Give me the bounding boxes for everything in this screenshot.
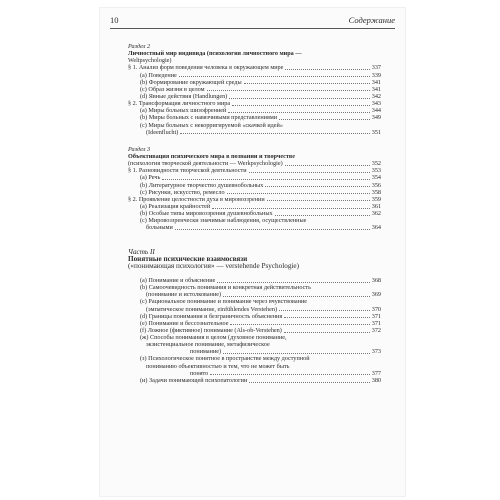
table-of-contents: [128, 43, 381, 384]
toc-entry-text: Часть II: [128, 247, 155, 256]
toc-entry-text: (d) Явные действия (Handlungen): [140, 92, 228, 100]
toc-entry-text: Объективация психического мира в познании и творчестве: [128, 152, 296, 160]
toc-page-number: 359: [371, 195, 381, 203]
toc-page-number: 337: [371, 64, 381, 72]
toc-entry: [128, 100, 381, 107]
toc-page-number: 341: [371, 85, 381, 93]
toc-leader-dots: [265, 186, 370, 187]
toc-entry-text: Раздел 2: [128, 43, 151, 50]
page-header: [110, 15, 395, 27]
toc-entry-text: (b) Особые типы мировоззрения душевнобольных: [140, 210, 273, 218]
toc-entry-text: § 1. Анализ форм поведения человека в окружающем мире: [128, 64, 284, 72]
toc-leader-dots: [212, 208, 370, 209]
toc-entry-text: пониманию объективностью и тем, что не может быть: [146, 362, 290, 370]
toc-leader-dots: [232, 105, 370, 106]
toc-entry-text: (b) Литературное творчество душевнобольных: [140, 181, 264, 189]
toc-leader-dots: [210, 374, 370, 375]
toc-entry-text: (психология творческой деятельности — Werkpsychologie): [128, 160, 283, 168]
toc-entry: [128, 313, 381, 320]
toc-entry-text: (а) Речь: [140, 174, 161, 182]
toc-leader-dots: [275, 215, 370, 216]
toc-entry: [128, 298, 381, 305]
toc-entry-text: (и) Задачи понимающей психопатологии: [140, 376, 248, 384]
toc-leader-dots: [223, 353, 370, 354]
toc-page-number: 373: [371, 348, 381, 356]
toc-page-number: 341: [371, 78, 381, 86]
toc-page-number: 351: [371, 128, 381, 136]
toc-spacer: [128, 232, 381, 242]
toc-leader-dots: [228, 112, 370, 113]
toc-entry-text: (b) Миры больных с навязчивыми представлениями: [140, 114, 278, 122]
toc-entry: [128, 363, 381, 370]
toc-entry-text: (а) Понимание и объяснение: [140, 276, 216, 284]
toc-entry-text: Личностный мир индивида (психология личностного мира —: [128, 50, 302, 58]
toc-entry: [128, 377, 381, 384]
toc-leader-dots: [227, 193, 370, 194]
toc-entry-text: («понимающая психология» — verstehende Psychologie): [128, 261, 300, 270]
toc-spacer: [128, 136, 381, 146]
toc-entry: [128, 306, 381, 313]
toc-entry: [128, 341, 381, 348]
toc-entry-text: экзистенциальное понимание, метафизическое: [146, 341, 270, 349]
toc-page-number: 368: [371, 276, 381, 284]
toc-leader-dots: [230, 324, 370, 325]
toc-entry: [128, 86, 381, 93]
toc-entry: [128, 167, 381, 174]
toc-entry-text: (понимание и истолкование): [146, 291, 222, 299]
toc-entry-text: (е) Понимание и бессознательное: [140, 319, 229, 327]
toc-entry: [128, 284, 381, 291]
toc-entry: [128, 263, 381, 270]
toc-entry-text: больными: [146, 224, 173, 232]
toc-part-heading: [128, 146, 381, 153]
toc-page-number: 344: [371, 107, 381, 115]
toc-entry-text: Раздел 3: [128, 145, 151, 153]
page-number: 10: [110, 15, 119, 25]
toc-page-number: 352: [371, 160, 381, 168]
toc-entry-text: (b) Формирование окружающей среды: [140, 78, 242, 86]
toc-entry-text: (b) Самоочевидность понимания и конкретная действительность: [140, 284, 311, 292]
toc-page-number: 370: [371, 305, 381, 313]
toc-page-number: 342: [371, 92, 381, 100]
toc-entry: [128, 217, 381, 224]
toc-leader-dots: [285, 165, 370, 166]
toc-entry: [128, 57, 381, 64]
toc-entry: [128, 334, 381, 341]
toc-page-number: 353: [371, 167, 381, 175]
toc-page-number: 380: [371, 376, 381, 384]
toc-entry: [128, 348, 381, 355]
toc-page-number: 362: [371, 210, 381, 218]
toc-page-number: 358: [371, 188, 381, 196]
toc-entry-text: понято: [190, 369, 209, 377]
toc-section-title: [128, 153, 381, 160]
toc-entry-text: (эмпатическое понимание, einfühlendes Verstehen): [146, 305, 278, 313]
toc-entry-text: (а) Реализация крайностей: [140, 202, 211, 210]
toc-part-heading: [128, 43, 381, 50]
toc-entry-text: (з) Психологическое понятное в пространстве между доступной: [140, 355, 310, 363]
toc-entry: [128, 160, 381, 167]
toc-entry: [128, 327, 381, 334]
toc-entry: [128, 107, 381, 114]
header-rule: [110, 28, 395, 29]
toc-leader-dots: [285, 69, 370, 70]
toc-entry: [128, 320, 381, 327]
toc-leader-dots: [223, 296, 370, 297]
toc-entry: [128, 114, 381, 121]
toc-entry-text: (с) Миры больных с некорригируемой «скачкой идей»: [140, 121, 283, 129]
toc-entry-text: (ж) Способы понимания в целом (духовное понимание,: [140, 334, 287, 342]
toc-leader-dots: [267, 200, 370, 201]
toc-page-number: 371: [371, 312, 381, 320]
toc-entry: [128, 182, 381, 189]
toc-entry: [128, 189, 381, 196]
toc-page-number: 369: [371, 291, 381, 299]
toc-entry: [128, 64, 381, 71]
toc-entry-text: (с) Рисунки, искусство, ремесло: [140, 188, 225, 196]
toc-leader-dots: [162, 179, 370, 180]
toc-entry-text: (d) Границы понимания и безграничность объяснения: [140, 312, 283, 320]
toc-entry: [128, 79, 381, 86]
toc-entry-text: (а) Поведение: [140, 71, 177, 79]
toc-entry: [128, 370, 381, 377]
toc-entry-text: (а) Миры больных шизофренией: [140, 107, 227, 115]
toc-page-number: 364: [371, 224, 381, 232]
toc-page-number: 377: [371, 369, 381, 377]
running-title: Содержание: [348, 15, 395, 25]
toc-page-number: 339: [371, 71, 381, 79]
toc-leader-dots: [279, 119, 370, 120]
toc-entry-text: (f) Ложное (фиктивное) понимание (Als-ob-Verstehen): [140, 326, 282, 334]
toc-spacer: [128, 270, 381, 277]
toc-leader-dots: [279, 310, 370, 311]
toc-leader-dots: [179, 76, 370, 77]
toc-entry-text: (с) Рациональное понимание и понимание через вчувствование: [140, 298, 308, 306]
toc-entry: [128, 93, 381, 100]
toc-entry: [128, 210, 381, 217]
toc-leader-dots: [175, 229, 370, 230]
toc-leader-dots: [207, 90, 370, 91]
toc-entry: [128, 224, 381, 231]
toc-entry: [128, 203, 381, 210]
toc-leader-dots: [249, 172, 370, 173]
toc-entry-text: (с) Мировоззренчески значимые наблюдения, осуществленные: [140, 217, 307, 225]
toc-leader-dots: [229, 98, 370, 99]
toc-entry-text: понимание): [190, 348, 222, 356]
toc-entry-text: (Ideenflucht): [146, 128, 179, 136]
toc-page-number: 361: [371, 202, 381, 210]
toc-entry: [128, 196, 381, 203]
toc-entry-text: § 2. Проявление целостности духа в мировоззрении: [128, 195, 265, 203]
toc-leader-dots: [284, 332, 370, 333]
toc-entry-text: (с) Образ жизни в целом: [140, 85, 205, 93]
toc-entry: [128, 174, 381, 181]
toc-entry-text: § 1. Разновидности творческой деятельности: [128, 167, 247, 175]
toc-spacer: [128, 242, 381, 249]
toc-section-title: [128, 50, 381, 57]
toc-page-number: 372: [371, 326, 381, 334]
toc-entry-text: § 2. Трансформация личностного мира: [128, 100, 231, 108]
toc-leader-dots: [217, 282, 370, 283]
toc-page-number: 356: [371, 181, 381, 189]
toc-entry: [128, 277, 381, 284]
toc-entry: [128, 72, 381, 79]
toc-leader-dots: [249, 382, 370, 383]
toc-page-number: 371: [371, 319, 381, 327]
toc-entry: [128, 129, 381, 136]
toc-leader-dots: [284, 317, 370, 318]
toc-leader-dots: [244, 83, 370, 84]
toc-page-number: 343: [371, 100, 381, 108]
toc-entry: [128, 122, 381, 129]
toc-page-number: 349: [371, 114, 381, 122]
toc-page-number: 354: [371, 174, 381, 182]
toc-leader-dots: [180, 133, 370, 134]
toc-entry-text: Weltpsychologie): [128, 57, 172, 65]
toc-entry: [128, 291, 381, 298]
toc-entry: [128, 355, 381, 362]
toc-entry-text: Понятные психические взаимосвязи: [128, 254, 248, 263]
